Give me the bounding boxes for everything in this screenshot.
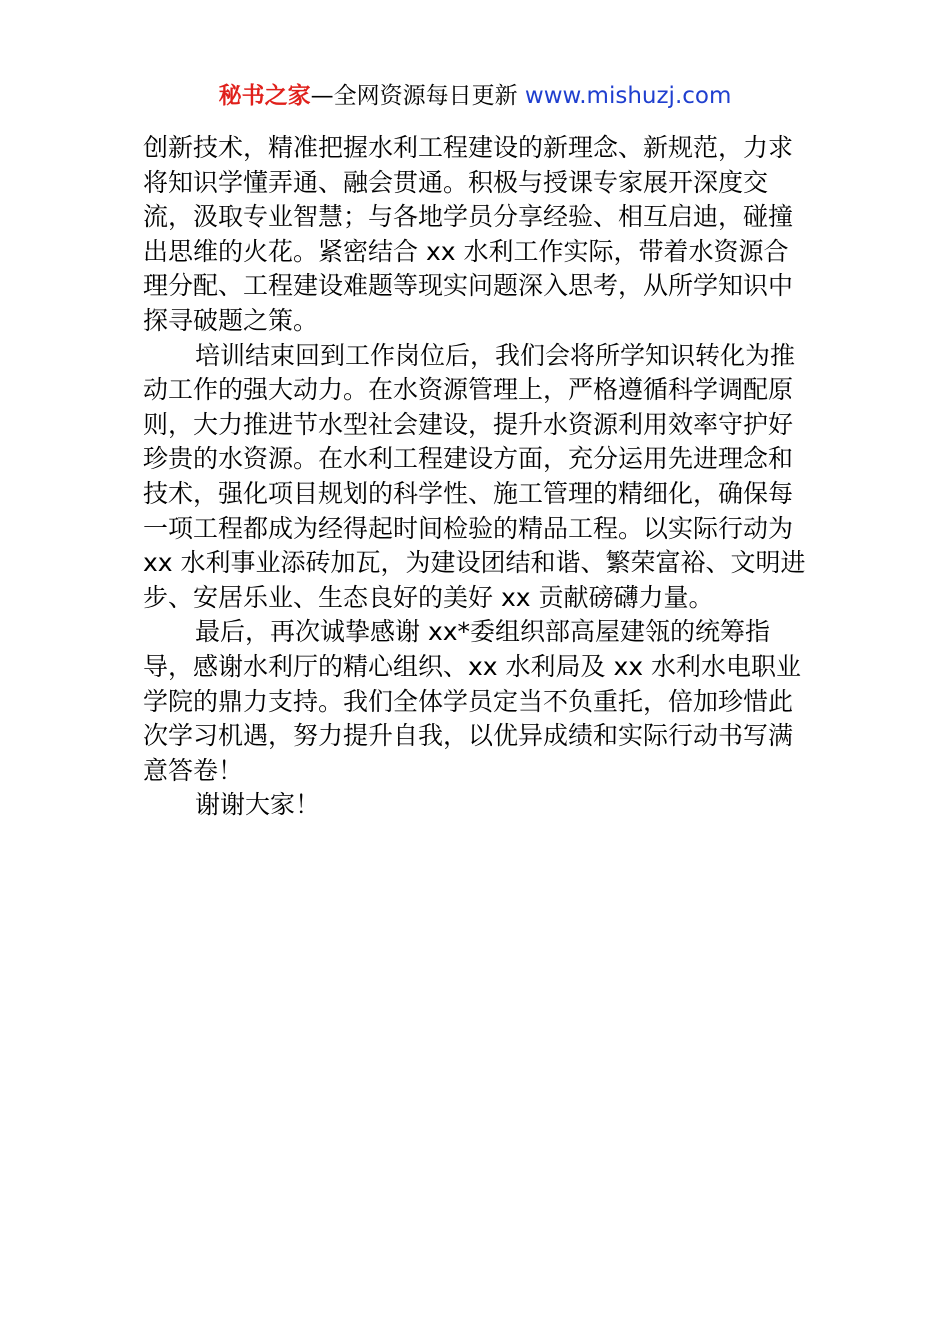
document-body [143,131,813,823]
closing-line: 谢谢大家！ [195,790,321,820]
header-tagline: —全网资源每日更新 [310,83,525,109]
header-brand: 秘书之家 [218,83,311,109]
page-header [0,80,950,112]
paragraph: 最后，再次诚挚感谢 xx*委组织部高屋建瓴的统筹指导，感谢水利厅的精心组织、xx 水利局及 xx 水利水电职业学院的鼎力支持。我们全体学员定当不负重托，倍加珍惜此次学习机遇，努力提升自我，以优异成绩和实际行动书写满意答卷！ [143,617,802,785]
paragraph-continued: 创新技术，精准把握水利工程建设的新理念、新规范，力求将知识学懂弄通、融会贯通。积极与授课专家展开深度交流，汲取专业智慧；与各地学员分享经验、相互启迪，碰撞出思维的火花。紧密结合 xx 水利工作实际，带着水资源合理分配、工程建设难题等现实问题深入思考，从所学知识中探寻破题之策。 [143,133,794,335]
header-url-link[interactable]: www.mishuzj.com [524,83,732,109]
paragraph: 培训结束回到工作岗位后，我们会将所学知识转化为推动工作的强大动力。在水资源管理上，严格遵循科学调配原则，大力推进节水型社会建设，提升水资源利用效率守护好珍贵的水资源。在水利工程建设方面，充分运用先进理念和技术，强化项目规划的科学性、施工管理的精细化，确保每一项工程都成为经得起时间检验的精品工程。以实际行动为 xx 水利事业添砖加瓦，为建设团结和谐、繁荣富裕、文明进步、安居乐业、生态良好的美好 xx 贡献磅礴力量。 [143,340,806,612]
